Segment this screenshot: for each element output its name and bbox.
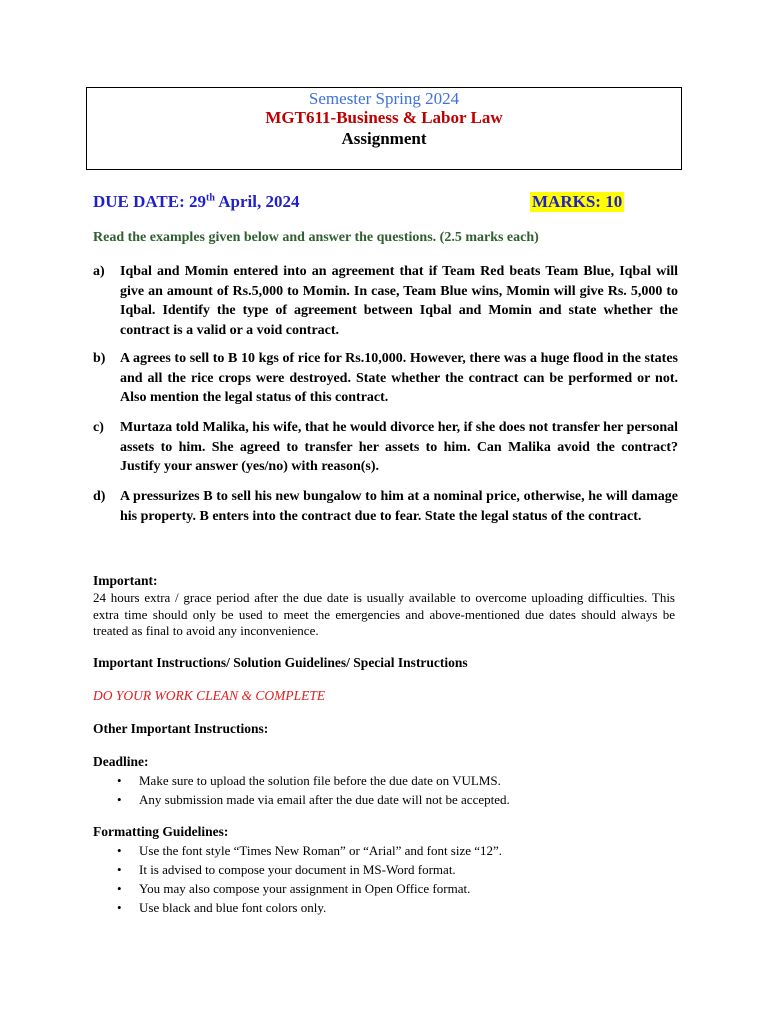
list-item bbox=[93, 879, 502, 898]
question-text: Iqbal and Momin entered into an agreement that if Team Red beats Team Blue, Iqbal will give an amount of Rs.5,000 to Momin. In case, Team Blue wins, Momin will give Rs. 5,000 to Iqbal. Identify the type of agreement between Iqbal and Momin and state whether the contract is a valid or a void contract. bbox=[120, 264, 678, 338]
deadline-list bbox=[93, 771, 510, 809]
list-item-text: It is advised to compose your document in MS-Word format. bbox=[139, 862, 456, 877]
due-date bbox=[93, 192, 299, 212]
question-text: A agrees to sell to B 10 kgs of rice for Rs.10,000. However, there was a huge flood in the states and all the rice crops were destroyed. State whether the contract can be performed or not. Also mention the legal status of this contract. bbox=[120, 351, 678, 405]
list-item-text: You may also compose your assignment in Open Office format. bbox=[139, 881, 471, 896]
course-title: MGT611-Business & Labor Law bbox=[265, 108, 503, 127]
question-label: d) bbox=[93, 489, 106, 504]
list-item bbox=[93, 898, 502, 917]
formatting-heading: Formatting Guidelines: bbox=[93, 824, 229, 839]
title-box bbox=[86, 87, 682, 170]
bullet-icon: • bbox=[117, 881, 122, 896]
question-d bbox=[93, 487, 678, 526]
semester-title: Semester Spring 2024 bbox=[308, 89, 460, 108]
list-item bbox=[93, 790, 510, 809]
formatting-list bbox=[93, 841, 502, 917]
assignment-title: Assignment bbox=[341, 129, 427, 148]
marks-badge: MARKS: 10 bbox=[532, 192, 623, 211]
list-item bbox=[93, 860, 502, 879]
question-a bbox=[93, 262, 678, 340]
due-day-suffix: th bbox=[206, 192, 215, 204]
other-instructions-heading: Other Important Instructions: bbox=[93, 721, 269, 736]
bullet-icon: • bbox=[117, 862, 122, 877]
guidelines-heading: Important Instructions/ Solution Guidelines/ Special Instructions bbox=[93, 655, 468, 670]
important-heading: Important: bbox=[93, 573, 158, 588]
list-item bbox=[93, 841, 502, 860]
bullet-icon: • bbox=[117, 900, 122, 915]
bullet-icon: • bbox=[117, 792, 122, 807]
question-text: A pressurizes B to sell his new bungalow to him at a nominal price, otherwise, he will damage his property. B enters into the contract due to fear. State the legal status of the contract. bbox=[120, 489, 678, 524]
due-date-label: DUE DATE: bbox=[93, 192, 190, 211]
question-label: c) bbox=[93, 420, 104, 435]
instruction-line: Read the examples given below and answer the questions. (2.5 marks each) bbox=[93, 230, 539, 245]
important-text: 24 hours extra / grace period after the due date is usually available to overcome uploading difficulties. This extra time should only be used to meet the emergencies and above-mentioned due dates should always be treated as final to avoid any inconvenience. bbox=[93, 590, 675, 638]
bullet-icon: • bbox=[117, 843, 122, 858]
bullet-icon: • bbox=[117, 773, 122, 788]
clean-note: DO YOUR WORK CLEAN & COMPLETE bbox=[93, 688, 326, 703]
due-day: 29 bbox=[189, 192, 207, 211]
list-item-text: Make sure to upload the solution file before the due date on VULMS. bbox=[139, 773, 501, 788]
list-item-text: Use black and blue font colors only. bbox=[139, 900, 327, 915]
list-item-text: Any submission made via email after the due date will not be accepted. bbox=[139, 792, 510, 807]
question-text: Murtaza told Malika, his wife, that he would divorce her, if she does not transfer her personal assets to him. She agreed to transfer her assets to him. Can Malika avoid the contract? Justify your answer (yes/no) with reason(s). bbox=[120, 420, 678, 474]
question-b bbox=[93, 349, 678, 408]
list-item bbox=[93, 771, 510, 790]
list-item-text: Use the font style “Times New Roman” or “Arial” and font size “12”. bbox=[139, 843, 503, 858]
deadline-heading: Deadline: bbox=[93, 754, 149, 769]
question-c bbox=[93, 418, 678, 477]
question-label: b) bbox=[93, 351, 106, 366]
due-month-year: April, 2024 bbox=[214, 192, 300, 211]
question-label: a) bbox=[93, 264, 105, 279]
